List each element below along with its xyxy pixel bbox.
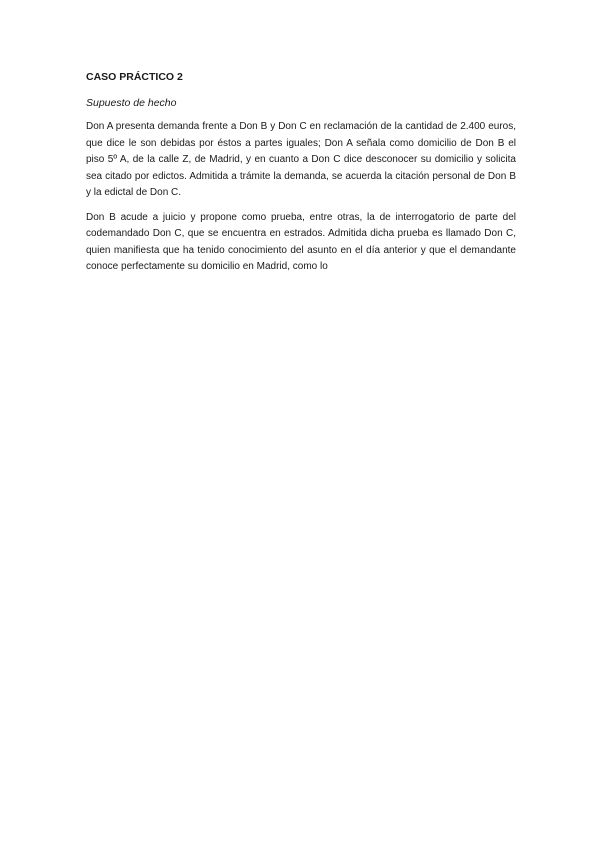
section-subtitle: Supuesto de hecho bbox=[86, 97, 177, 109]
paragraph-2: Don B acude a juicio y propone como prueba, entre otras, la de interrogatorio de parte del codemandado Don C, que se encuentra en estrados. Admitida dicha prueba es llamado Don C, quien manifiesta que ha tenido conocimiento del asunto en el día anterior y que el demandante conoce perfectamente su domicilio en Madrid, como lo bbox=[86, 211, 516, 272]
paragraph-1: Don A presenta demanda frente a Don B y Don C en reclamación de la cantidad de 2.400 euros, que dice le son debidas por éstos a partes iguales; Don A señala como domicilio de Don B el piso 5º A, de la calle Z, de Madrid, y en cuanto a Don C dice desconocer su domicilio y solicita sea citado por edictos. Admitida a trámite la demanda, se acuerda la citación personal de Don B y la edictal de Don C. bbox=[86, 121, 516, 198]
document-body bbox=[86, 70, 516, 284]
document-title: CASO PRÁCTICO 2 bbox=[86, 71, 183, 83]
